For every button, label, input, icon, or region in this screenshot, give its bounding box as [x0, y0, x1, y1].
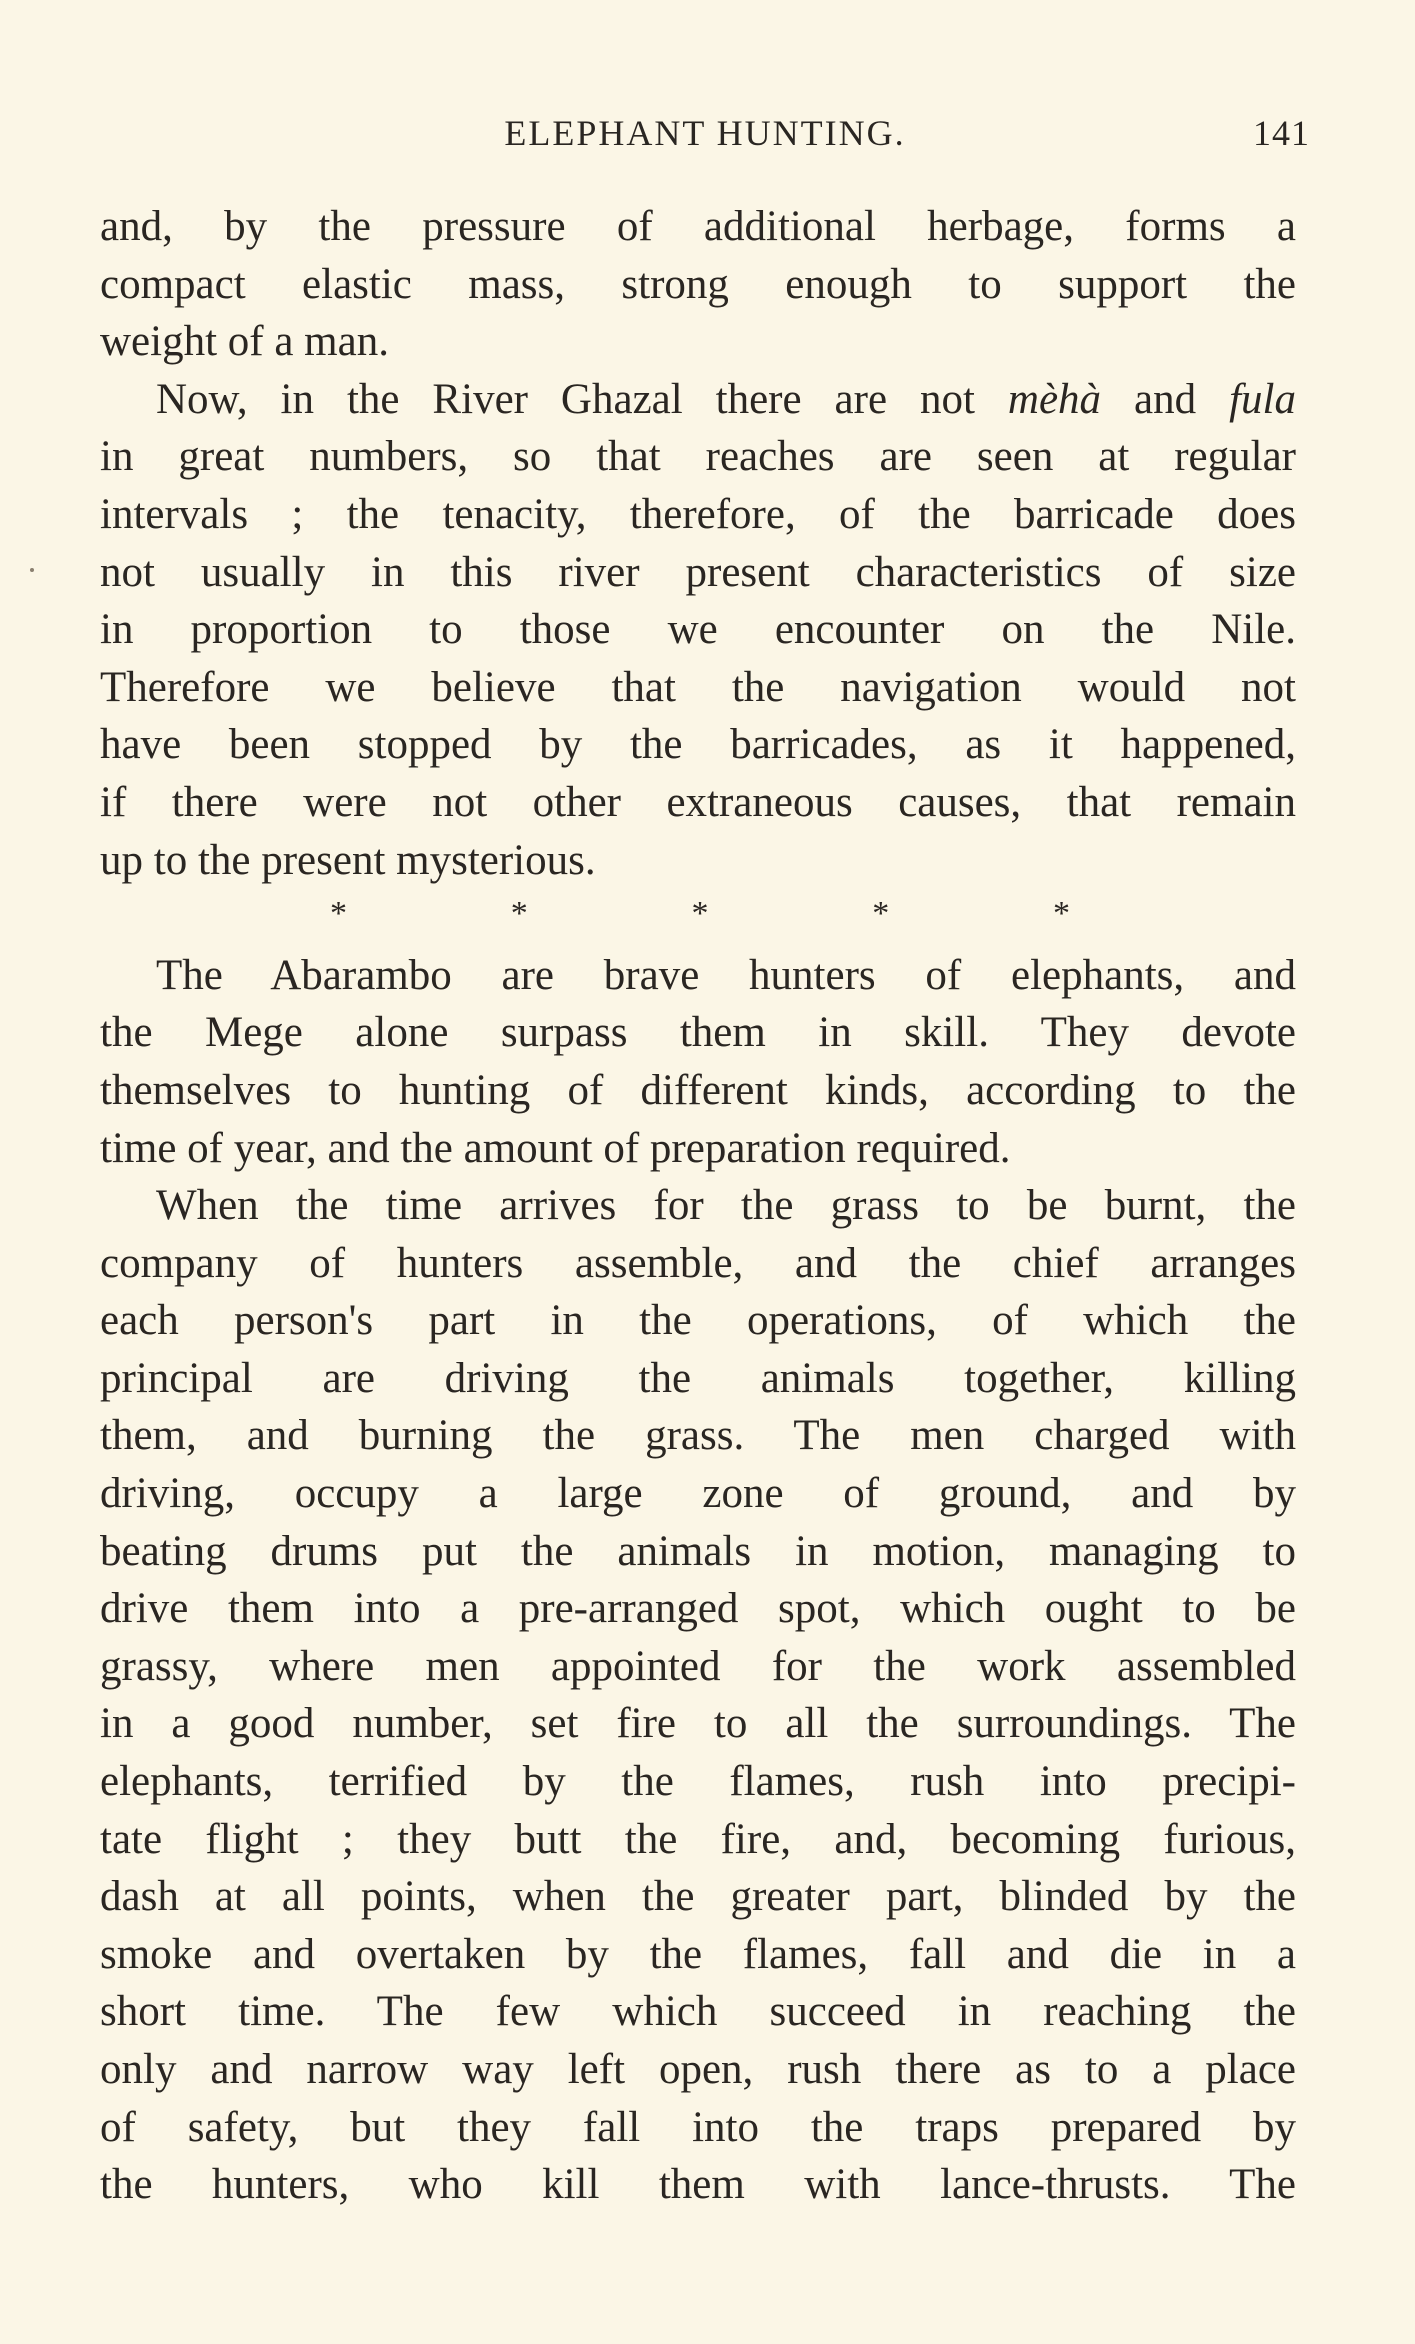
paragraph-3: [100, 947, 1296, 1177]
text-line: in great numbers, so that reaches are seen at regular: [100, 433, 1296, 481]
running-head: [100, 112, 1310, 162]
italic-term-meha: mèhà: [1007, 375, 1102, 423]
text-segment: Now, in the River Ghazal there are not: [156, 375, 1008, 423]
running-head-title: ELEPHANT HUNTING.: [504, 113, 906, 153]
asterisk-mark: *: [510, 895, 528, 933]
paragraph-1: [100, 198, 1296, 371]
asterisk-mark: *: [330, 895, 347, 933]
text-line: drive them into a pre-arranged spot, which ought to be: [100, 1585, 1296, 1633]
text-line: the Mege alone surpass them in skill. They devote: [100, 1009, 1296, 1057]
text-segment: and: [1101, 375, 1230, 423]
text-line: not usually in this river present characteristics of size: [100, 548, 1296, 596]
text-line: Therefore we believe that the navigation would not: [100, 663, 1296, 711]
text-line: if there were not other extraneous causes, that remain: [100, 778, 1296, 826]
text-line: elephants, terrified by the flames, rush into precipi-: [100, 1758, 1296, 1806]
text-line: driving, occupy a large zone of ground, and by: [100, 1470, 1296, 1518]
text-line: compact elastic mass, strong enough to support the: [100, 260, 1296, 308]
asterisk-mark: *: [872, 895, 890, 933]
text-line: principal are driving the animals together, killing: [100, 1354, 1296, 1402]
section-separator: [330, 889, 1070, 947]
text-line: beating drums put the animals in motion, managing to: [100, 1527, 1296, 1575]
text-line: up to the present mysterious.: [100, 836, 596, 884]
text-line: only and narrow way left open, rush there as to a place: [100, 2046, 1296, 2093]
text-line: of safety, but they fall into the traps prepared by: [100, 2103, 1296, 2151]
paragraph-4: [100, 1177, 1296, 2214]
text-line: The Abarambo are brave hunters of elephants, and: [156, 951, 1296, 999]
text-line: dash at all points, when the greater part, blinded by the: [100, 1873, 1296, 1921]
text-line: the hunters, who kill them with lance-thrusts. The: [100, 2161, 1296, 2209]
text-line: weight of a man.: [100, 318, 389, 366]
asterisk-mark: *: [691, 895, 709, 933]
text-line: short time. The few which succeed in reaching the: [100, 1988, 1296, 2036]
text-line: and, by the pressure of additional herbage, forms a: [100, 203, 1296, 250]
page-number: 141: [1253, 113, 1310, 153]
asterisk-mark: *: [1053, 895, 1070, 933]
text-line: company of hunters assemble, and the chief arranges: [100, 1239, 1296, 1287]
text-line: themselves to hunting of different kinds, according to the: [100, 1066, 1296, 1114]
text-line: in proportion to those we encounter on the Nile.: [100, 606, 1296, 654]
text-line: When the time arrives for the grass to be burnt, the: [156, 1182, 1296, 1230]
text-line: them, and burning the grass. The men charged with: [100, 1412, 1296, 1460]
italic-term-fula: fula: [1229, 375, 1296, 423]
paragraph-2: [100, 371, 1296, 889]
text-line: in a good number, set fire to all the surroundings. The: [100, 1700, 1296, 1748]
text-line: tate flight ; they butt the fire, and, becoming furious,: [100, 1815, 1296, 1863]
text-line: grassy, where men appointed for the work assembled: [100, 1642, 1296, 1690]
body-text: [100, 198, 1296, 2214]
text-line: smoke and overtaken by the flames, fall and die in a: [100, 1930, 1296, 1978]
text-line: intervals ; the tenacity, therefore, of the barricade does: [100, 490, 1296, 538]
margin-speck: [30, 568, 34, 572]
text-line: [100, 371, 1296, 429]
text-line: have been stopped by the barricades, as it happened,: [100, 721, 1296, 769]
text-line: each person's part in the operations, of which the: [100, 1297, 1296, 1345]
text-line: time of year, and the amount of preparation required.: [100, 1124, 1011, 1172]
